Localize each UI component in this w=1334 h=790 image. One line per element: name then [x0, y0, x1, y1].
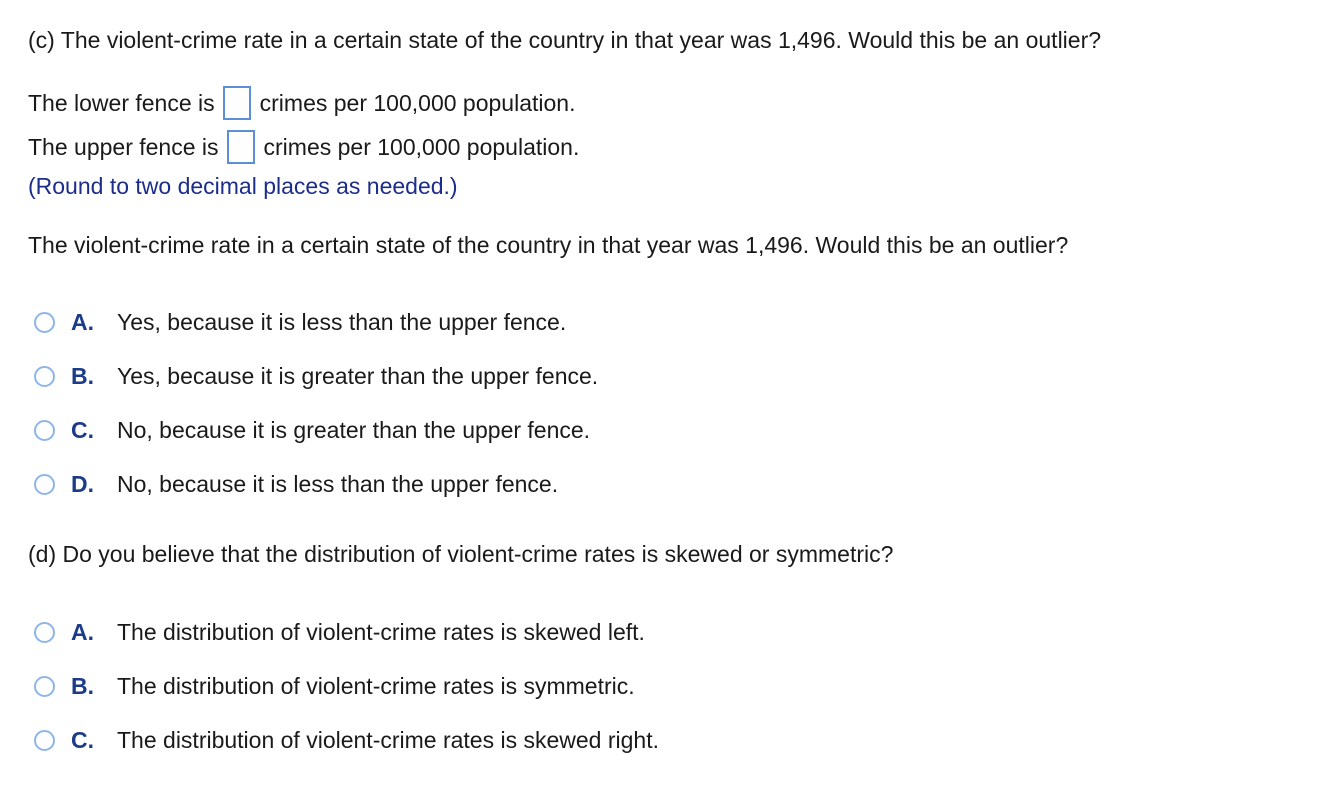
upper-fence-unit: crimes per 100,000 population. [263, 133, 580, 160]
part-c-question-repeat: The violent-crime rate in a certain state of the country in that year was 1,496. Would this be an outlier? [28, 232, 1069, 258]
part-d-option-b[interactable] [34, 670, 635, 702]
part-c-option-c[interactable] [34, 414, 590, 446]
radio-button-icon[interactable] [34, 366, 55, 387]
upper-fence-label: The upper fence is [28, 133, 219, 160]
part-d-option-c[interactable] [34, 724, 659, 756]
option-text: The distribution of violent-crime rates is skewed left. [117, 618, 645, 645]
part-d-question: (d) Do you believe that the distribution of violent-crime rates is skewed or symmetric? [28, 541, 894, 567]
radio-button-icon[interactable] [34, 420, 55, 441]
part-c-option-d[interactable] [34, 468, 558, 500]
radio-button-icon[interactable] [34, 622, 55, 643]
option-letter: C. [71, 416, 94, 443]
option-text: The distribution of violent-crime rates is skewed right. [117, 726, 659, 753]
option-letter: D. [71, 470, 94, 497]
radio-button-icon[interactable] [34, 474, 55, 495]
option-text: Yes, because it is less than the upper fence. [117, 308, 567, 335]
upper-fence-input[interactable] [227, 130, 255, 164]
radio-button-icon[interactable] [34, 730, 55, 751]
part-c-option-a[interactable] [34, 306, 566, 338]
part-d-option-a[interactable] [34, 616, 645, 648]
upper-fence-row [28, 128, 579, 166]
lower-fence-label: The lower fence is [28, 89, 215, 116]
part-c-option-b[interactable] [34, 360, 598, 392]
rounding-hint: (Round to two decimal places as needed.) [28, 173, 458, 199]
option-letter: B. [71, 672, 94, 699]
radio-button-icon[interactable] [34, 676, 55, 697]
option-letter: A. [71, 618, 94, 645]
lower-fence-row [28, 84, 575, 122]
option-letter: B. [71, 362, 94, 389]
lower-fence-input[interactable] [223, 86, 251, 120]
option-text: The distribution of violent-crime rates is symmetric. [117, 672, 635, 699]
lower-fence-unit: crimes per 100,000 population. [259, 89, 576, 116]
radio-button-icon[interactable] [34, 312, 55, 333]
option-text: No, because it is less than the upper fence. [117, 470, 559, 497]
option-text: No, because it is greater than the upper fence. [117, 416, 591, 443]
option-text: Yes, because it is greater than the upper fence. [117, 362, 599, 389]
part-c-question: (c) The violent-crime rate in a certain state of the country in that year was 1,496. Would this be an outlier? [28, 27, 1102, 53]
option-letter: C. [71, 726, 94, 753]
option-letter: A. [71, 308, 94, 335]
